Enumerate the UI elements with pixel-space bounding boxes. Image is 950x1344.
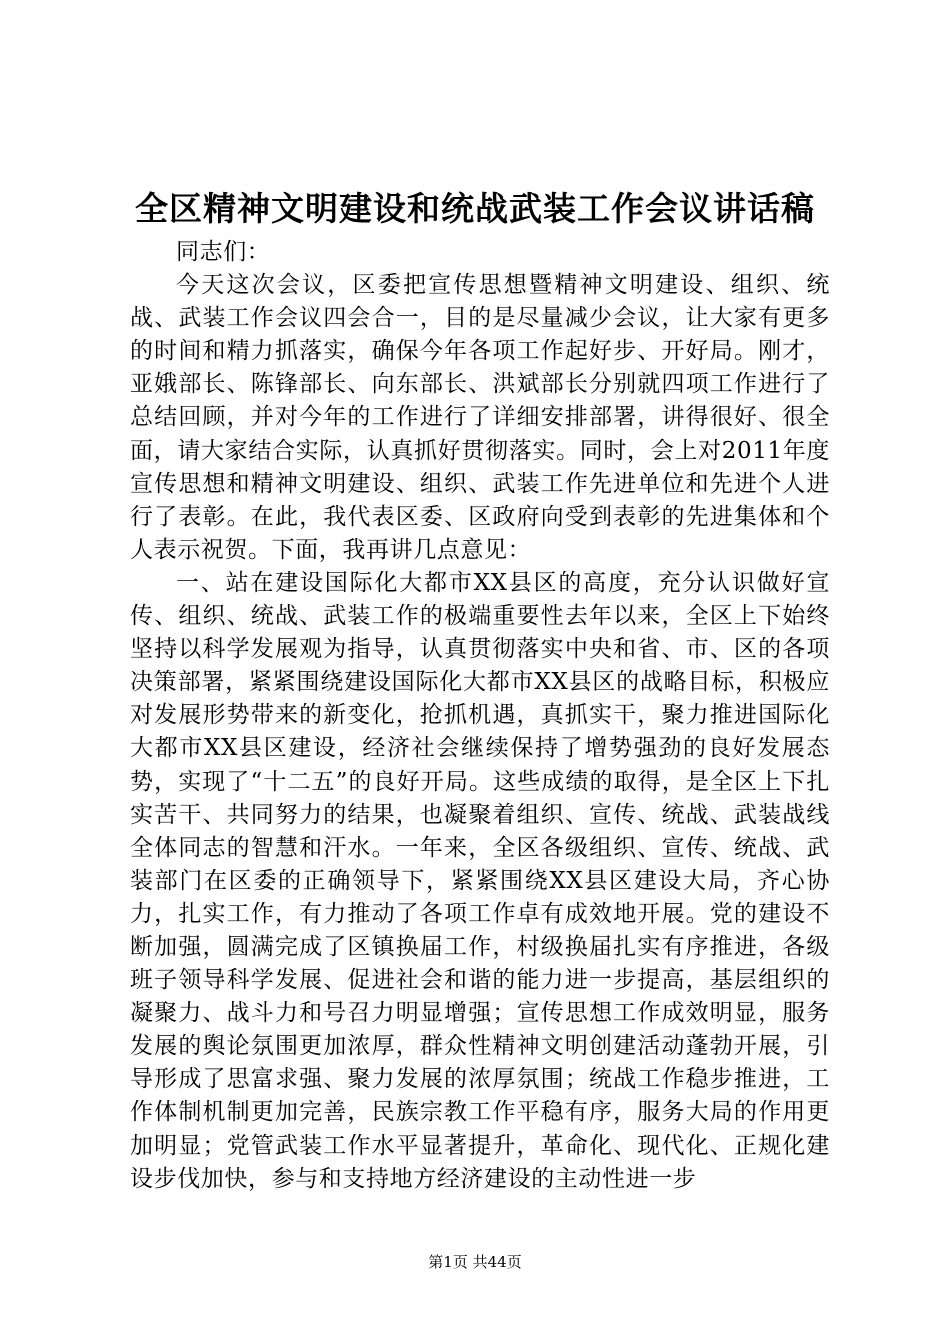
body-paragraph: 一、站在建设国际化大都市XX县区的高度，充分认识做好宣传、组织、统战、武装工作的极端重要性去年以来，全区上下始终坚持以科学发展观为指导，认真贯彻落实中央和省、市、区的各项决策部署，紧紧围绕建设国际化大都市XX县区的战略目标，积极应对发展形势带来的新变化，抢抓机遇，真抓实干，聚力推进国际化大都市XX县区建设，经济社会继续保持了增势强劲的良好发展态势，实现了“十二五”的良好开局。这些成绩的取得，是全区上下扎实苦干、共同努力的结果，也凝聚着组织、宣传、统战、武装战线全体同志的智慧和汗水。一年来，全区各级组织、宣传、统战、武装部门在区委的正确领导下，紧紧围绕XX县区建设大局，齐心协力，扎实工作，有力推动了各项工作卓有成效地开展。党的建设不断加强，圆满完成了区镇换届工作，村级换届扎实有序推进，各级班子领导科学发展、促进社会和谐的能力进一步提高，基层组织的凝聚力、战斗力和号召力明显增强；宣传思想工作成效明显，服务发展的舆论氛围更加浓厚，群众性精神文明创建活动蓬勃开展，引导形成了思富求强、聚力发展的浓厚氛围；统战工作稳步推进，工作体制机制更加完善，民族宗教工作平稳有序，服务大局的作用更加明显；党管武装工作水平显著提升，革命化、现代化、正规化建设步伐加快，参与和支持地方经济建设的主动性进一步 bbox=[130, 569, 830, 1192]
document-body bbox=[130, 236, 830, 1196]
document-title: 全区精神文明建设和统战武装工作会议讲话稿 bbox=[135, 189, 815, 228]
body-paragraph: 今天这次会议，区委把宣传思想暨精神文明建设、组织、统战、武装工作会议四会合一，目的是尽量减少会议，让大家有更多的时间和精力抓落实，确保今年各项工作起好步、开好局。刚才，亚娥部长、陈锋部长、向东部长、洪斌部长分别就四项工作进行了总结回顾，并对今年的工作进行了详细安排部署，讲得很好、很全面，请大家结合实际，认真抓好贯彻落实。同时，会上对2011年度宣传思想和精神文明建设、组织、武装工作先进单位和先进个人进行了表彰。在此，我代表区委、区政府向受到表彰的先进集体和个人表示祝贺。下面，我再讲几点意见： bbox=[130, 272, 830, 563]
page-number-footer: 第1页 共44页 bbox=[428, 1253, 522, 1271]
salutation-paragraph: 同志们： bbox=[176, 239, 271, 265]
